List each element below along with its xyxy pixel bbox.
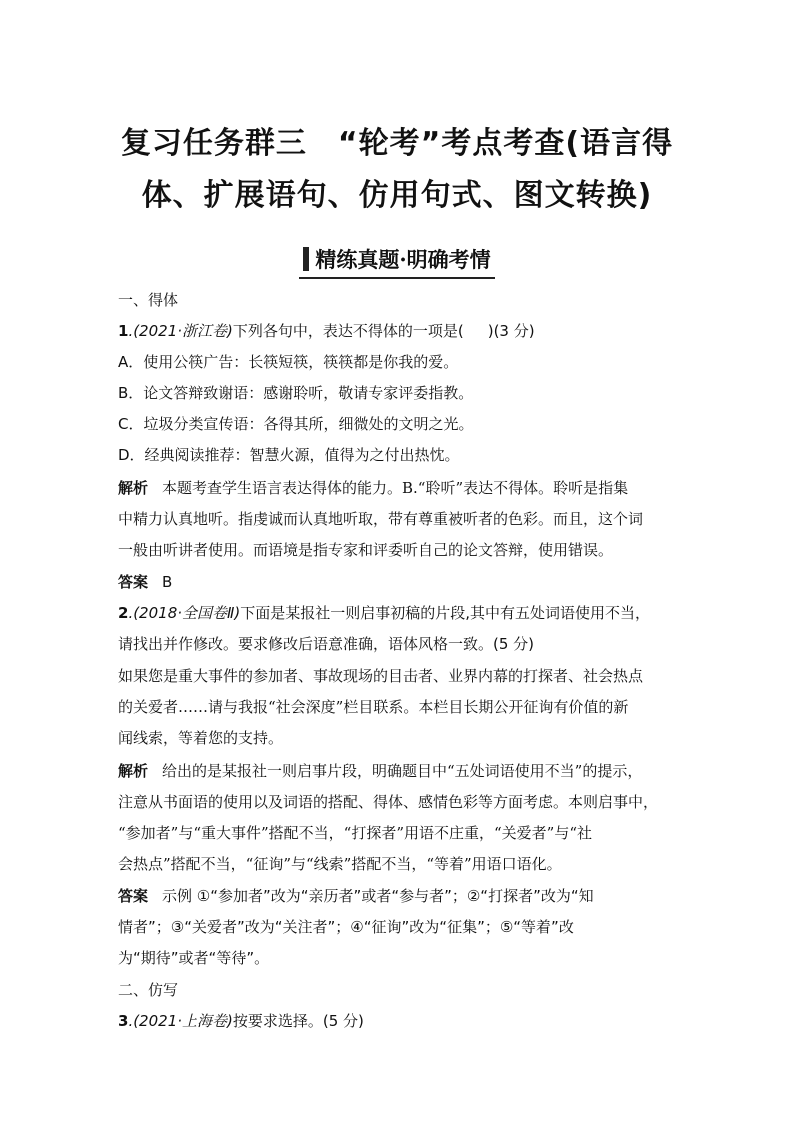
- q1-stem-b: )(3 分): [487, 322, 535, 340]
- title-line-1: 复习任务群三 “轮考”考点考查(语言得: [120, 126, 674, 161]
- q2-source: .(2018·全国卷Ⅱ): [128, 604, 241, 622]
- q3-source: .(2021·上海卷): [128, 1012, 233, 1030]
- q1-analysis-line-2: 中精力认真地听。指虔诚而认真地听取，带有尊重被听者的色彩。而且，这个词: [118, 510, 644, 528]
- q2-passage-line-3: 闻线索，等着您的支持。: [118, 729, 284, 747]
- q1-source: .(2021·浙江卷): [128, 322, 233, 340]
- q1-stem-a: 下列各句中，表达不得体的一项是(: [232, 322, 464, 340]
- q1-analysis-line-3: 一般由听讲者使用。而语境是指专家和评委听自己的论文答辩，使用错误。: [118, 541, 614, 559]
- q2-answer-line-3: 为“期待”或者“等待”。: [118, 949, 270, 967]
- q1-option-b: B．论文答辩致谢语：感谢聆听，敬请专家评委指教。: [118, 384, 474, 402]
- q2-answer-line-2: 情者”；③“关爱者”改为“关注者”；④“征询”改为“征集”；⑤“等着”改: [118, 918, 574, 936]
- page-title: [100, 118, 694, 222]
- q2-stem-line-1: 2.(2018·全国卷Ⅱ)下面是某报社一则启事初稿的片段,其中有五处词语使用不当，: [118, 604, 651, 622]
- q1-option-c: C．垃圾分类宣传语：各得其所，细微处的文明之光。: [118, 415, 474, 433]
- q1-answer: [118, 571, 678, 592]
- q2-analysis-line-4: 会热点”搭配不当，“征询”与“线索”搭配不当，“等着”用语口语化。: [118, 855, 562, 873]
- q2-answer-line-1: 答案 示例 ①“参加者”改为“亲历者”或者“参与者”；②“打探者”改为“知: [118, 887, 594, 905]
- section-banner: [284, 244, 510, 278]
- q2-passage-line-2: 的关爱者……请与我报“社会深度”栏目联系。本栏目长期公开征询有价值的新: [118, 698, 629, 716]
- q1-stem: [118, 320, 678, 341]
- section-heading-2: 二、仿写: [118, 981, 179, 999]
- title-line-2: 体、扩展语句、仿用句式、图文转换): [141, 178, 653, 213]
- q1-option-d: D．经典阅读推荐：智慧火源，值得为之付出热忱。: [118, 446, 460, 464]
- q2-number: 2: [118, 604, 129, 622]
- q2-stem-line-2: 请找出并作修改。要求修改后语意准确，语体风格一致。(5 分): [118, 635, 535, 653]
- q1-number: 1: [118, 322, 129, 340]
- banner-text: 精练真题·明确考情: [315, 246, 491, 272]
- q1-answer-label: 答案: [118, 573, 149, 591]
- q1-analysis-label: 解析: [118, 479, 149, 497]
- q1-option-a: A．使用公筷广告：长筷短筷，筷筷都是你我的爱。: [118, 353, 459, 371]
- q3-stem: 3.(2021·上海卷)按要求选择。(5 分): [118, 1012, 364, 1030]
- q1-answer-value: B: [162, 573, 173, 591]
- q1-analysis-line-1: 解析 本题考查学生语言表达得体的能力。B.“聆听”表达不得体。聆听是指集: [118, 479, 629, 497]
- q2-analysis-line-2: 注意从书面语的使用以及词语的搭配、得体、感情色彩等方面考虑。本则启事中，: [118, 793, 659, 811]
- q3-number: 3: [118, 1012, 129, 1030]
- q2-passage-line-1: 如果您是重大事件的参加者、事故现场的目击者、业界内幕的打探者、社会热点: [118, 667, 644, 685]
- section-heading-1: 一、得体: [118, 291, 179, 309]
- banner-bar-icon: [303, 247, 309, 271]
- q2-analysis-line-3: “参加者”与“重大事件”搭配不当，“打探者”用语不庄重，“关爱者”与“社: [118, 824, 593, 842]
- q2-analysis-line-1: 解析 给出的是某报社一则启事片段，明确题目中“五处词语使用不当”的提示，: [118, 762, 643, 780]
- q2-answer-label: 答案: [118, 887, 149, 905]
- q2-analysis-label: 解析: [118, 762, 149, 780]
